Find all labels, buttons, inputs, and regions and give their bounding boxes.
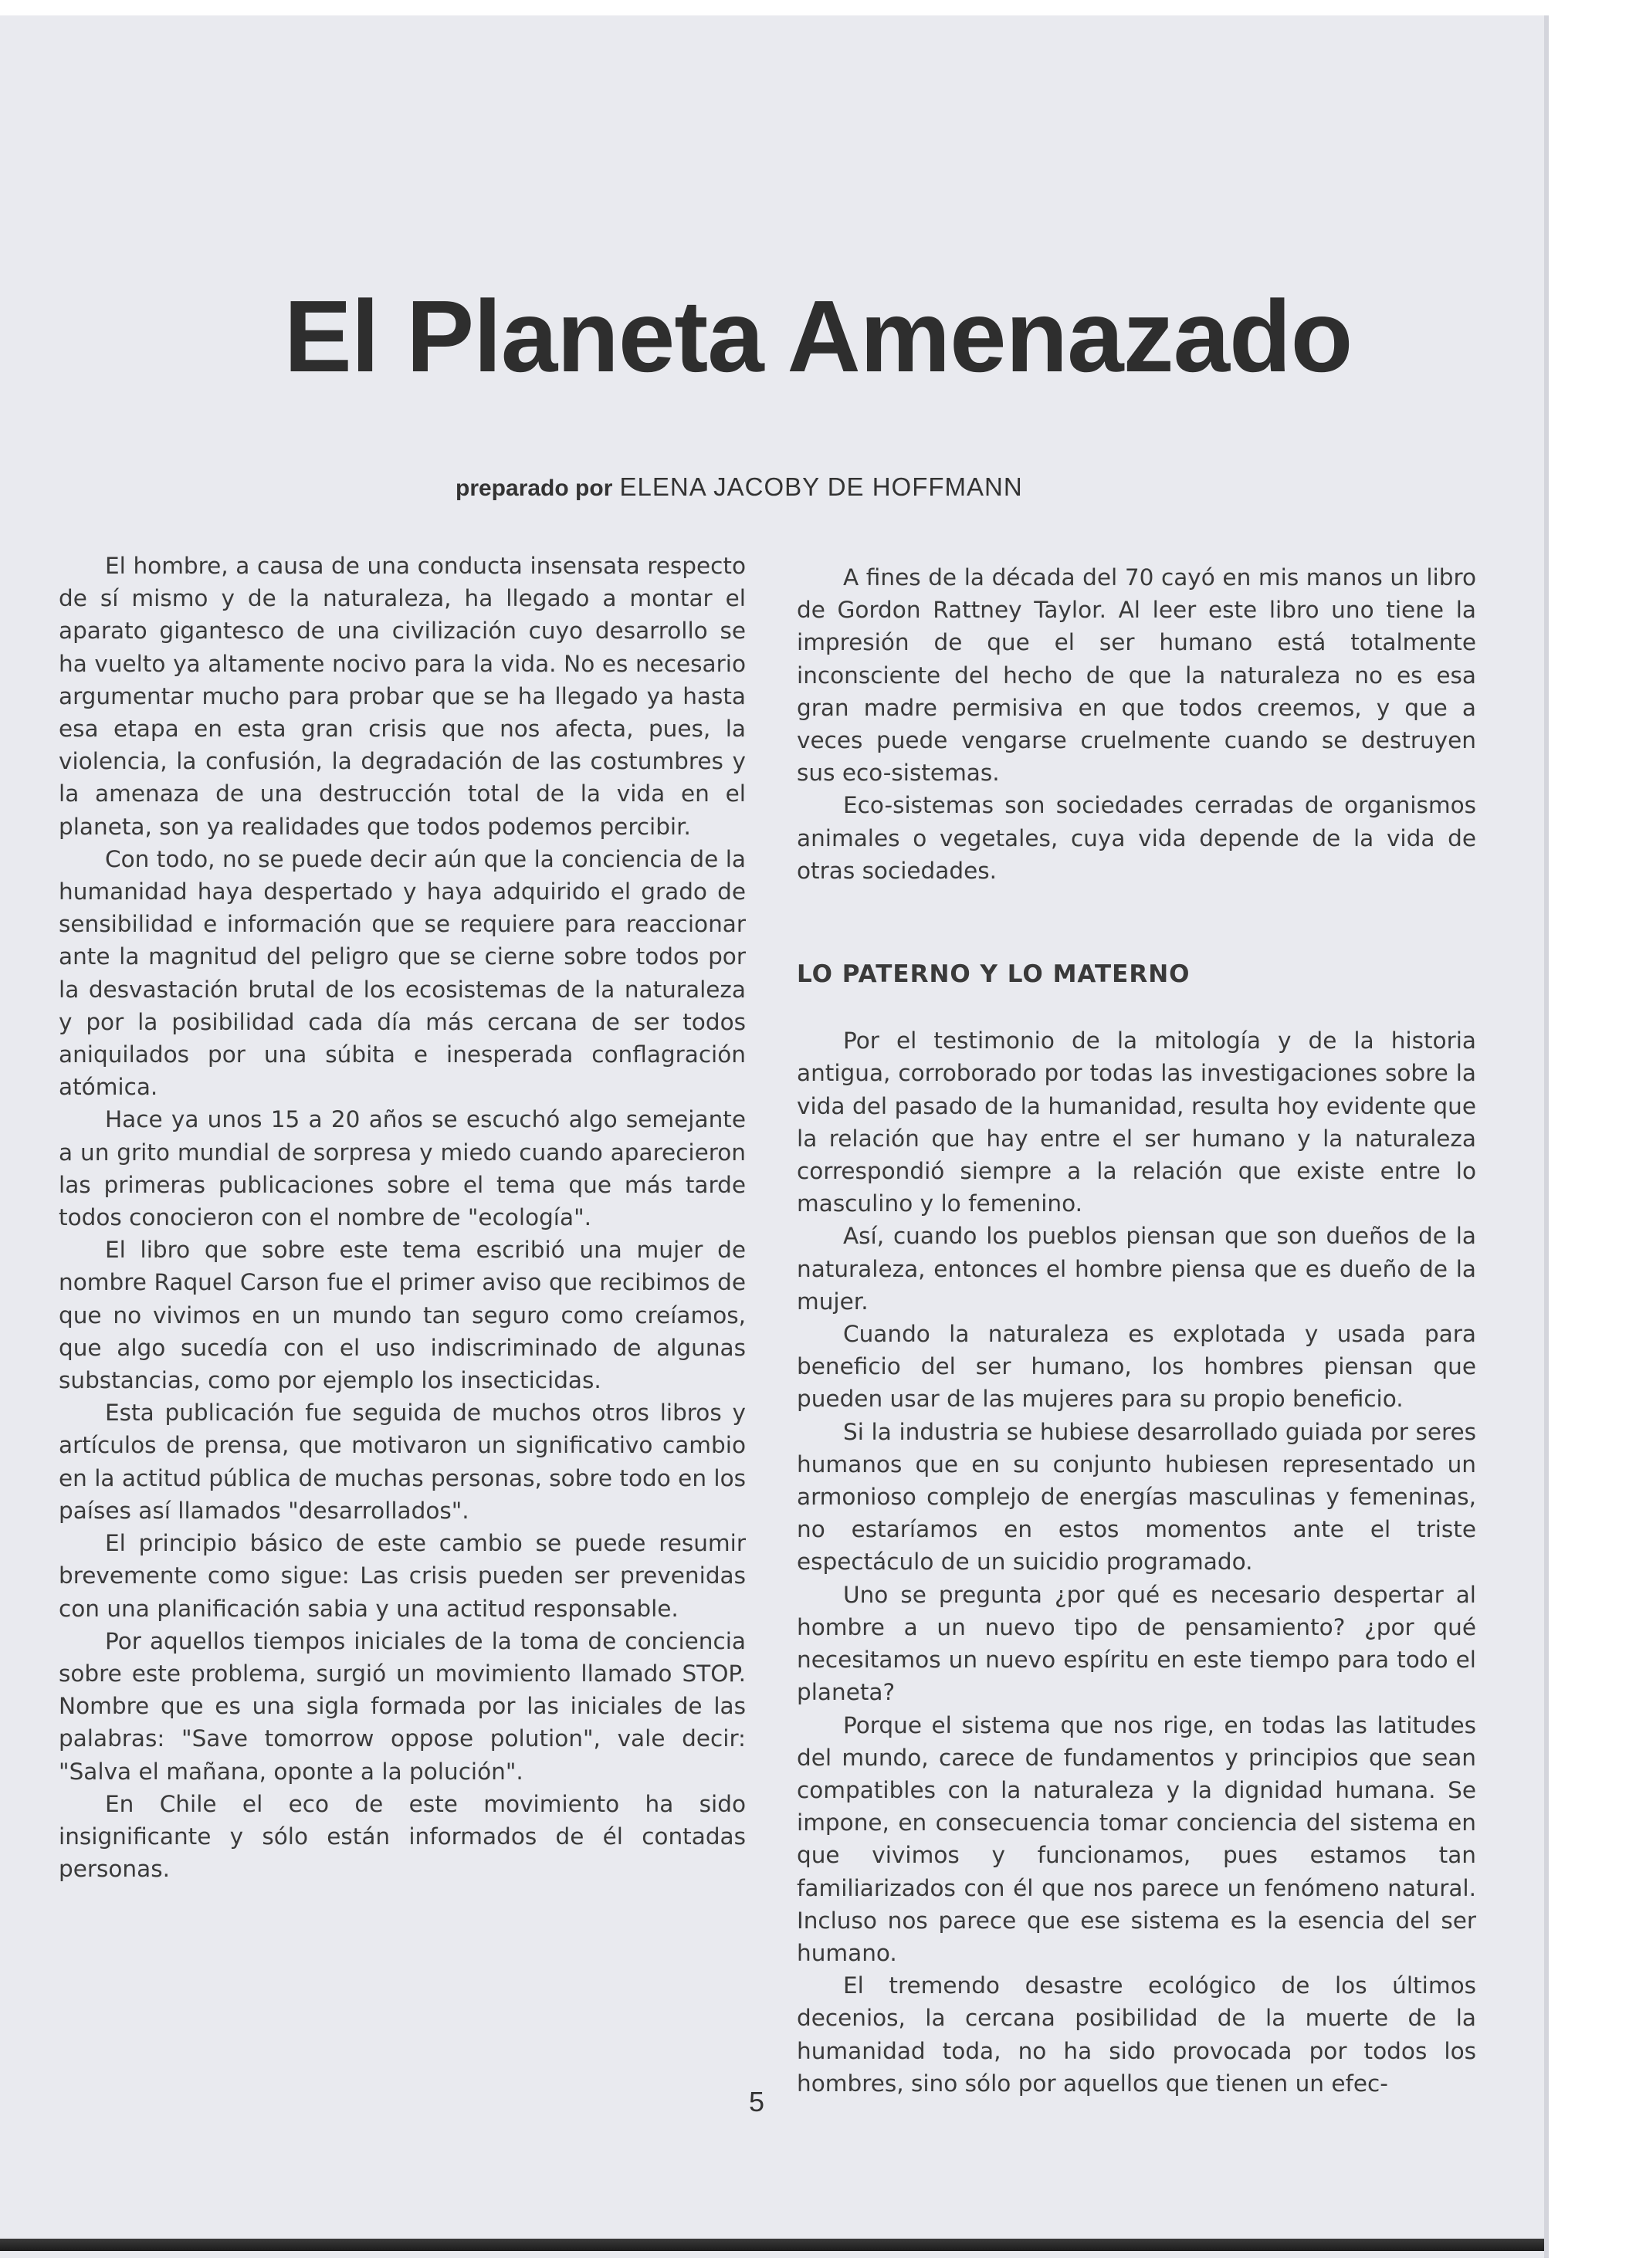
paragraph: Así, cuando los pueblos piensan que son dueños de la naturaleza, entonces el hombre piensa que es dueño de la mujer. — [797, 1223, 1476, 1315]
article-title: El Planeta Amenazado — [283, 279, 1353, 393]
paragraph: Si la industria se hubiese desarrollado guiada por seres humanos que en su conjunto hubiesen representado un armonioso complejo de energías masculinas y femeninas, no estaríamos en estos momentos ante el triste espectáculo de un suicidio programado. — [797, 1418, 1476, 1576]
left-column — [59, 550, 746, 1885]
byline-author: ELENA JACOBY DE HOFFMANN — [619, 472, 1023, 501]
paragraph: Cuando la naturaleza es explotada y usada para beneficio del ser humano, los hombres piensan que pueden usar de las mujeres para su propio beneficio. — [797, 1321, 1476, 1413]
paragraph: Eco-sistemas son sociedades cerradas de organismos animales o vegetales, cuya vida depende de la vida de otras sociedades. — [797, 792, 1476, 884]
paragraph: El principio básico de este cambio se puede resumir brevemente como sigue: Las crisis pueden ser prevenidas con una planificación sabia y una actitud responsable. — [59, 1530, 746, 1622]
paragraph: El hombre, a causa de una conducta insensata respecto de sí mismo y de la naturaleza, ha llegado a montar el aparato gigantesco de una civilización cuyo desarrollo se ha vuelto ya altamente nocivo para la vida. No es necesario argumentar mucho para probar que se ha llegado ya hasta esa etapa en esta gran crisis que nos afecta, pues, la violencia, la confusión, la degradación de las costumbres y la amenaza de una destrucción total de la vida en el planeta, son ya realidades que todos podemos percibir. — [59, 553, 746, 840]
paragraph: En Chile el eco de este movimiento ha sido insignificante y sólo están informados de él contadas personas. — [59, 1790, 746, 1883]
paragraph: Por el testimonio de la mitología y de la historia antigua, corroborado por todas las investigaciones sobre la vida del pasado de la humanidad, resulta hoy evidente que la relación que hay entre el ser humano y la naturaleza correspondió siempre a la relación que existe entre lo masculino y lo femenino. — [797, 1027, 1476, 1217]
byline-lead: preparado por — [456, 476, 613, 501]
paragraph: A fines de la década del 70 cayó en mis manos un libro de Gordon Rattney Taylor. Al leer este libro uno tiene la impresión de que el ser humano está totalmente inconsciente del hecho de que la naturaleza no es esa gran madre permisiva en que todos creemos, y que a veces puede vengarse cruelmente cuando se destruyen sus eco-sistemas. — [797, 564, 1476, 787]
paragraph: El tremendo desastre ecológico de los últimos decenios, la cercana posibilidad de la muerte de la humanidad toda, no ha sido provocada por todos los hombres, sino sólo por aquellos que tienen un efec- — [797, 1972, 1476, 2097]
paragraph: Hace ya unos 15 a 20 años se escuchó algo semejante a un grito mundial de sorpresa y miedo cuando aparecieron las primeras publicaciones sobre el tema que más tarde todos conocieron con el nombre de "ecología". — [59, 1106, 746, 1231]
right-column — [797, 561, 1476, 2100]
paragraph: Uno se pregunta ¿por qué es necesario despertar al hombre a un nuevo tipo de pensamiento? ¿por qué necesitamos un nuevo espíritu en este tiempo para todo el planeta? — [797, 1581, 1476, 1706]
paragraph: Esta publicación fue seguida de muchos otros libros y artículos de prensa, que motivaron un significativo cambio en la actitud pública de muchas personas, sobre todo en los países así llamados "desarrollados". — [59, 1400, 747, 1524]
paragraph: Porque el sistema que nos rige, en todas las latitudes del mundo, carece de fundamentos y principios que sean compatibles con la naturaleza y la dignidad humana. Se impone, en consecuencia tomar conciencia del sistema en que vivimos y funcionamos, pues estamos tan familiarizados con él que nos parece un fenómeno natural. Incluso nos parece que ese sistema es la esencia del ser humano. — [797, 1711, 1476, 1966]
byline — [456, 472, 1228, 502]
page-bottom-edge — [0, 2239, 1544, 2251]
paragraph: El libro que sobre este tema escribió una mujer de nombre Raquel Carson fue el primer aviso que recibimos de que no vivimos en un mundo tan seguro como creíamos, que algo sucedía con el uso indiscriminado de algunas substancias, como por ejemplo los insecticidas. — [59, 1237, 746, 1394]
paragraph: Con todo, no se puede decir aún que la conciencia de la humanidad haya despertado y haya adquirido el grado de sensibilidad e información que se requiere para reaccionar ante la magnitud del peligro que se cierne sobre todos por la desvastación brutal de los ecosistemas de la naturaleza y por la posibilidad cada día más cercana de ser todos aniquilados por una súbita e inesperada conflagración atómica. — [59, 845, 746, 1101]
section-heading: LO PATERNO Y LO MATERNO — [797, 960, 1191, 989]
page-number: 5 — [749, 2086, 765, 2117]
paragraph: Por aquellos tiempos iniciales de la toma de conciencia sobre este problema, surgió un movimiento llamado STOP. Nombre que es una sigla formada por las iniciales de las palabras: "Save tomorrow oppose polution", vale decir: "Salva el mañana, oponte a la polución". — [59, 1627, 746, 1785]
